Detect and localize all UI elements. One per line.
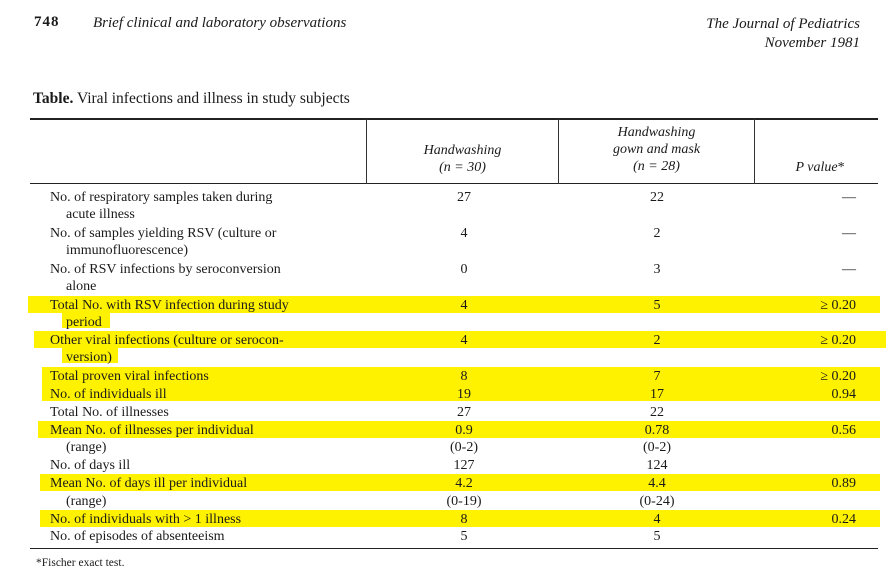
header-bottom-rule: [30, 183, 878, 184]
gown-mask-value: (0-24): [639, 494, 675, 509]
handwashing-value: 5: [460, 529, 468, 544]
journal-name: The Journal of Pediatrics: [706, 16, 860, 32]
p-value: 0.89: [831, 476, 856, 491]
row-label: Total proven viral infections: [50, 369, 209, 384]
handwashing-value: 127: [453, 458, 475, 473]
column-header-gown-mask: [559, 124, 754, 175]
handwashing-value: 4: [460, 298, 468, 313]
handwashing-value: 8: [460, 369, 468, 384]
row-label: No. of individuals ill: [50, 387, 167, 402]
row-label: No. of samples yielding RSV (culture or immunofluorescence): [50, 226, 277, 258]
row-label: No. of episodes of absenteeism: [50, 529, 225, 544]
row-label: (range): [66, 440, 107, 455]
row-label: No. of respiratory samples taken during acute illness: [50, 190, 273, 222]
row-label: Total No. of illnesses: [50, 405, 169, 420]
handwashing-value: (0-2): [450, 440, 478, 455]
column-header-handwashing: [367, 142, 558, 176]
handwashing-value: 4: [460, 226, 468, 241]
p-value: ≥ 0.20: [820, 333, 856, 348]
gown-mask-value: 5: [653, 529, 661, 544]
gown-mask-value: 17: [650, 387, 664, 402]
row-label: Other viral infections (culture or serocon- version): [50, 333, 284, 365]
row-label: Mean No. of days ill per individual: [50, 476, 248, 491]
col1-n: (n = 30): [439, 160, 486, 175]
gown-mask-value: (0-2): [643, 440, 671, 455]
gown-mask-value: 22: [650, 190, 664, 205]
gown-mask-value: 4.4: [648, 476, 666, 491]
handwashing-value: 4.2: [455, 476, 473, 491]
col2-n: (n = 28): [633, 159, 680, 174]
row-label: Mean No. of illnesses per individual: [50, 423, 254, 438]
gown-mask-value: 5: [653, 298, 661, 313]
column-header-pvalue: [765, 160, 875, 176]
row-label: No. of days ill: [50, 458, 131, 473]
row-label: No. of RSV infections by seroconversion alone: [50, 262, 281, 294]
p-value: —: [842, 262, 856, 277]
table-bottom-rule: [30, 548, 878, 549]
row-label: (range): [66, 494, 107, 509]
caption-prefix: Table.: [33, 90, 74, 107]
page-number: 748: [34, 14, 60, 30]
gown-mask-value: 22: [650, 405, 664, 420]
gown-mask-value: 2: [653, 226, 661, 241]
row-label: Total No. with RSV infection during study period: [50, 298, 289, 330]
p-value: 0.24: [831, 512, 856, 527]
gown-mask-value: 124: [646, 458, 668, 473]
p-value: —: [842, 190, 856, 205]
gown-mask-value: 2: [653, 333, 661, 348]
handwashing-value: 27: [457, 190, 471, 205]
gown-mask-value: 3: [653, 262, 661, 277]
caption-text: Viral infections and illness in study subjects: [73, 90, 350, 107]
p-value: 0.56: [831, 423, 856, 438]
col2-title: Handwashing: [617, 125, 696, 140]
issue-date: November 1981: [764, 35, 860, 51]
row-label: No. of individuals with > 1 illness: [50, 512, 242, 527]
gown-mask-value: 4: [653, 512, 661, 527]
pvalue-footnote-mark: *: [837, 160, 845, 175]
col1-title: Handwashing: [423, 143, 502, 158]
handwashing-value: 8: [460, 512, 468, 527]
table-top-rule: [30, 118, 878, 120]
handwashing-value: 19: [457, 387, 471, 402]
p-value: ≥ 0.20: [820, 369, 856, 384]
table-caption: [33, 90, 350, 108]
handwashing-value: 0: [460, 262, 468, 277]
p-value: ≥ 0.20: [820, 298, 856, 313]
handwashing-value: 4: [460, 333, 468, 348]
col2-subtitle: gown and mask: [612, 142, 701, 157]
page-header: [0, 0, 893, 70]
p-value: 0.94: [831, 387, 856, 402]
pvalue-label: P value: [795, 160, 838, 175]
journal-info: [706, 15, 860, 53]
p-value: —: [842, 226, 856, 241]
gown-mask-value: 7: [653, 369, 661, 384]
table-footnote: *Fischer exact test.: [36, 557, 125, 569]
handwashing-value: (0-19): [446, 494, 482, 509]
handwashing-value: 0.9: [455, 423, 473, 438]
handwashing-value: 27: [457, 405, 471, 420]
gown-mask-value: 0.78: [644, 423, 670, 438]
column-divider-3: [754, 119, 755, 184]
running-title: Brief clinical and laboratory observations: [93, 15, 347, 31]
